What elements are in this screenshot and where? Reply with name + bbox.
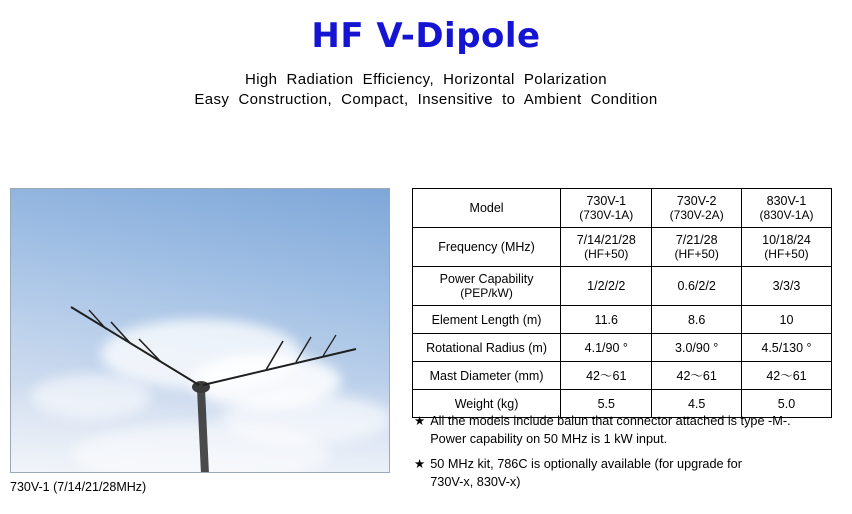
specification-table [412, 188, 832, 418]
cell-value: 11.6 [561, 306, 652, 334]
cell-main: 830V-1 [766, 194, 807, 208]
antenna-illustration [11, 189, 390, 473]
table-row [413, 189, 832, 228]
cell-sub: (730V-2A) [669, 208, 724, 222]
footnote-item [414, 455, 839, 491]
row-label: Rotational Radius (m) [413, 334, 561, 362]
footnote-line: 50 MHz kit, 786C is optionally available (for upgrade for [430, 457, 742, 471]
row-label-sub: (PEP/kW) [460, 286, 513, 300]
photo-caption: 730V-1 (7/14/21/28MHz) [10, 480, 147, 494]
subtitle-line-2: Easy Construction, Compact, Insensitive to Ambient Condition [194, 91, 658, 108]
row-label: Mast Diameter (mm) [413, 362, 561, 390]
footnote-line: Power capability on 50 MHz is 1 kW input. [430, 432, 668, 446]
cell-value [741, 189, 831, 228]
cell-value: 1/2/2/2 [561, 267, 652, 306]
row-label [413, 267, 561, 306]
cell-value: 5.5 [561, 390, 652, 418]
star-icon: ★ [414, 457, 426, 471]
row-label: Element Length (m) [413, 306, 561, 334]
cell-main: 7/21/28 [675, 233, 718, 247]
row-label: Model [413, 189, 561, 228]
cell-value [652, 189, 742, 228]
cell-value: 42～61 [741, 362, 831, 390]
cell-sub: (HF+50) [674, 247, 719, 261]
row-label-main: Power Capability [439, 272, 534, 286]
cell-value: 4.5 [652, 390, 742, 418]
cell-value: 3/3/3 [741, 267, 831, 306]
row-label: Frequency (MHz) [413, 228, 561, 267]
cell-value: 4.1/90 ° [561, 334, 652, 362]
footnotes [414, 412, 839, 498]
subtitle-line-1: High Radiation Efficiency, Horizontal Polarization [244, 71, 608, 88]
cell-main: 10/18/24 [762, 233, 811, 247]
table-row [413, 228, 832, 267]
cell-value [561, 189, 652, 228]
table-row [413, 362, 832, 390]
table-row [413, 334, 832, 362]
cell-main: 730V-2 [676, 194, 717, 208]
footnote-text [430, 455, 742, 491]
cell-sub: (830V-1A) [759, 208, 814, 222]
footnote-item [414, 412, 839, 448]
page-subtitle [0, 70, 852, 110]
cell-main: 7/14/21/28 [576, 233, 636, 247]
cell-value: 3.0/90 ° [652, 334, 742, 362]
cell-value: 8.6 [652, 306, 742, 334]
product-datasheet-page [0, 16, 852, 514]
cell-sub: (HF+50) [764, 247, 809, 261]
cell-value [741, 228, 831, 267]
cell-value: 5.0 [741, 390, 831, 418]
star-icon: ★ [414, 414, 426, 428]
footnote-line: All the models include balun that connector attached is type -M-. [430, 414, 791, 428]
cell-value: 42～61 [652, 362, 742, 390]
cell-value: 10 [741, 306, 831, 334]
cell-value: 4.5/130 ° [741, 334, 831, 362]
footnote-line: 730V-x, 830V-x) [430, 475, 521, 489]
cell-value: 0.6/2/2 [652, 267, 742, 306]
product-photo-block [10, 188, 390, 473]
cell-sub: (730V-1A) [579, 208, 634, 222]
footnote-text [430, 412, 790, 448]
page-title: HF V-Dipole [311, 16, 541, 56]
table-row [413, 306, 832, 334]
cell-sub: (HF+50) [584, 247, 629, 261]
cell-value [652, 228, 742, 267]
antenna-photo [10, 188, 390, 473]
cell-value: 42～61 [561, 362, 652, 390]
row-label: Weight (kg) [413, 390, 561, 418]
cell-main: 730V-1 [586, 194, 627, 208]
table-row [413, 267, 832, 306]
cell-value [561, 228, 652, 267]
